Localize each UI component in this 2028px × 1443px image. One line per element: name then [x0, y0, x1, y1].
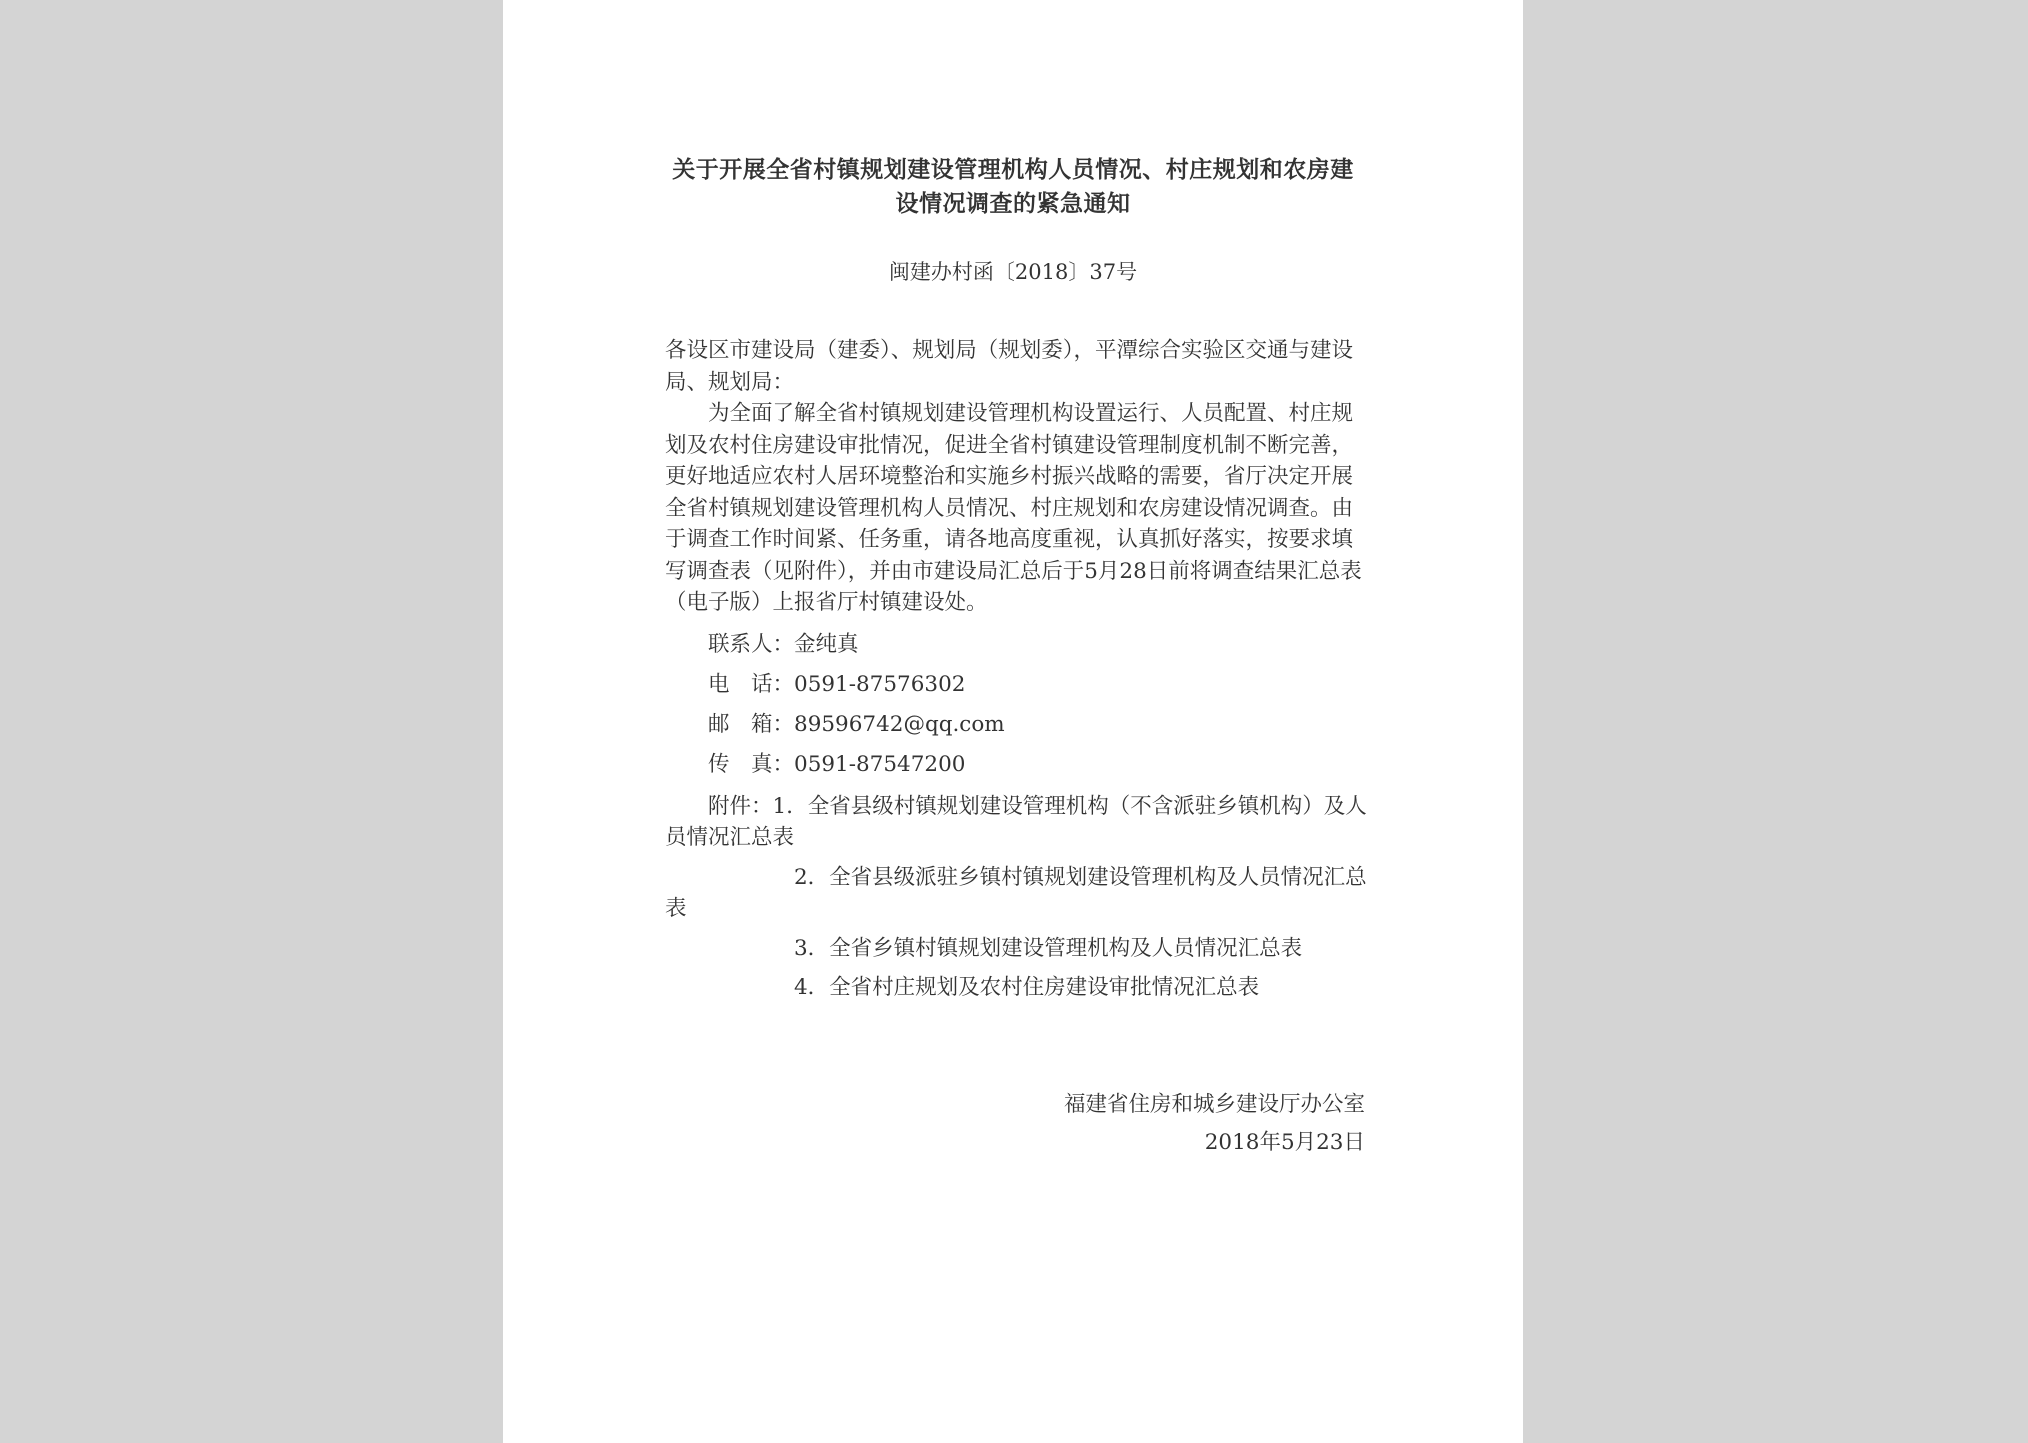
- contact-email-value: 89596742@qq.com: [794, 711, 1005, 737]
- contact-email-label: 邮 箱：: [708, 711, 795, 737]
- contact-person: [665, 625, 1367, 665]
- contact-phone-label: 电 话：: [708, 671, 795, 697]
- document-page: [503, 0, 1523, 1443]
- document-title: 关于开展全省村镇规划建设管理机构人员情况、村庄规划和农房建设情况调查的紧急通知: [672, 156, 1354, 217]
- contact-block: [665, 625, 1367, 785]
- contact-phone: [665, 665, 1367, 705]
- attachment-item-2: [665, 862, 1367, 925]
- issuer: 福建省住房和城乡建设厅办公室: [1063, 1092, 1365, 1117]
- contact-fax: [665, 745, 1367, 785]
- salutation: 各设区市建设局（建委）、规划局（规划委），平潭综合实验区交通与建设局、规划局：: [665, 338, 1354, 395]
- issue-date: 2018年5月23日: [1204, 1130, 1365, 1155]
- attachment-item-1: [665, 791, 1367, 854]
- attachment-text-2: 2．全省县级派驻乡镇村镇规划建设管理机构及人员情况汇总表: [665, 864, 1367, 921]
- attachment-text-1: 1．全省县级村镇规划建设管理机构（不含派驻乡镇机构）及人员情况汇总表: [665, 793, 1367, 850]
- attachments-label: 附件：: [708, 793, 773, 819]
- attachment-text-3: 3．全省乡镇村镇规划建设管理机构及人员情况汇总表: [794, 935, 1303, 961]
- contact-email: [665, 705, 1367, 745]
- signature-block: [663, 1086, 1365, 1162]
- contact-person-label: 联系人：: [708, 631, 795, 657]
- attachment-item-4: [665, 972, 1367, 1004]
- document-number: 闽建办村函〔2018〕37号: [888, 260, 1138, 284]
- contact-fax-label: 传 真：: [708, 751, 795, 777]
- document-body: [665, 335, 1367, 1004]
- contact-person-value: 金纯真: [794, 631, 859, 657]
- contact-phone-value: 0591-87576302: [794, 671, 966, 697]
- contact-fax-value: 0591-87547200: [794, 751, 966, 777]
- attachment-text-4: 4．全省村庄规划及农村住房建设审批情况汇总表: [794, 975, 1260, 1000]
- attachment-item-3: [665, 933, 1367, 965]
- body-paragraph: 为全面了解全省村镇规划建设管理机构设置运行、人员配置、村庄规划及农村住房建设审批情况，促进全省村镇建设管理制度机制不断完善，更好地适应农村人居环境整治和实施乡村振兴战略的需要，省厅决定开展全省村镇规划建设管理机构人员情况、村庄规划和农房建设情况调查。由于调查工作时间紧、任务重，请各地高度重视，认真抓好落实，按要求填写调查表（见附件），并由市建设局汇总后于5月28日前将调查结果汇总表（电子版）上报省厅村镇建设处。: [665, 401, 1362, 615]
